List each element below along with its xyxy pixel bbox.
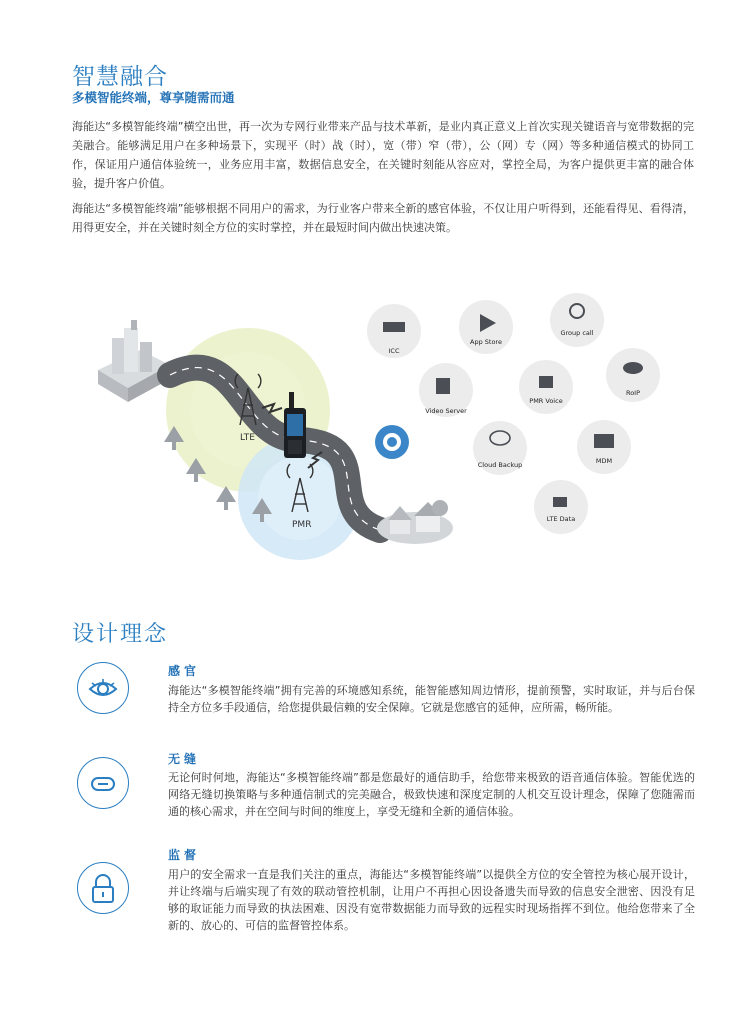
service-label-pmr-voice: PMR Voice [529,397,563,405]
feature-icon-circle [77,862,129,914]
feature-icon-circle [77,662,129,714]
service-label-video-server: Video Server [425,407,467,415]
feature-icon-circle [77,757,129,809]
service-label-lte-data: LTE Data [546,515,576,523]
design-section-title: 设计理念 [72,622,169,647]
link-icon [78,758,128,808]
pmr-label: PMR [292,520,312,530]
service-label-app-store: App Store [470,338,502,346]
village-houses [377,500,453,544]
service-label-cloud-backup: Cloud Backup [477,461,523,469]
service-label-icc: ICC [388,347,400,355]
feature-text-senses: 海能达“多模智能终端”拥有完善的环境感知系统，能智能感知周边情形，提前预警，实时取证，并与后台保持全方位多手段通信，给您提供最信赖的安全保障。它就是您感官的延伸，应所需，畅所能。 [168,684,695,714]
feature-text-supervision: 用户的安全需求一直是我们关注的重点，海能达“多模智能终端”以提供全方位的安全管控为核心展开设计，并让终端与后端实现了有效的联动管控机制，让用户不再担心因设备遗失而导致的信息安全泄密、因没有足够的取证能力而导致的执法困难、因没有宽带数据能力而导致的远程实时现场指挥不到位。他给您带来了全新的、放心的、可信的监督管控体系。 [168,868,695,932]
service-label-roip: RoIP [625,389,641,397]
lte-label: LTE [240,433,255,443]
convergence-illustration [0,280,750,600]
page-title: 智慧融合 [72,64,168,90]
feature-title-seamless: 无缝 [168,752,201,766]
page-subtitle: 多模智能终端，尊享随需而通 [72,90,235,105]
service-label-group-call: Group call [560,329,594,337]
intro-paragraph-2: 海能达“多模智能终端”能够根据不同用户的需求，为行业客户带来全新的感官体验，不仅让用户听得到，还能看得见、看得清，用得更安全，并在关键时刻全方位的实时掌控，并在最短时间内做出快速决策。 [72,202,694,234]
group-call-bubble [550,293,604,347]
lock-icon [78,863,128,913]
feature-title-supervision: 监督 [168,848,201,862]
feature-title-senses: 感官 [168,664,201,678]
intro-paragraph-1: 海能达“多模智能终端”横空出世，再一次为专网行业带来产品与技术革新，是业内真正意义上首次实现关键语音与宽带数据的完美融合。能够满足用户在多种场景下，实现平（时）战（时），宽（带）窄（带），公（网）专（网）等多种通信模式的协同工作，保证用户通信体验统一，业务应用丰富，数据信息安全，在关键时刻能从容应对，掌控全局，为客户提供更丰富的融合体验，提升客户价值。 [72,120,694,190]
service-label-mdm: MDM [595,457,613,465]
feature-text-seamless: 无论何时何地，海能达“多模智能终端”都是您最好的通信助手，给您带来极致的语音通信体验。智能优选的网络无缝切换策略与多种通信制式的完美融合，极致快速和深度定制的人机交互设计理念，保障了您随需而通的核心需求，并在空间与时间的维度上，享受无缝和全新的通信体验。 [168,771,695,818]
service-bubbles [367,293,660,534]
eye-icon [78,663,128,713]
city-buildings [98,320,170,402]
